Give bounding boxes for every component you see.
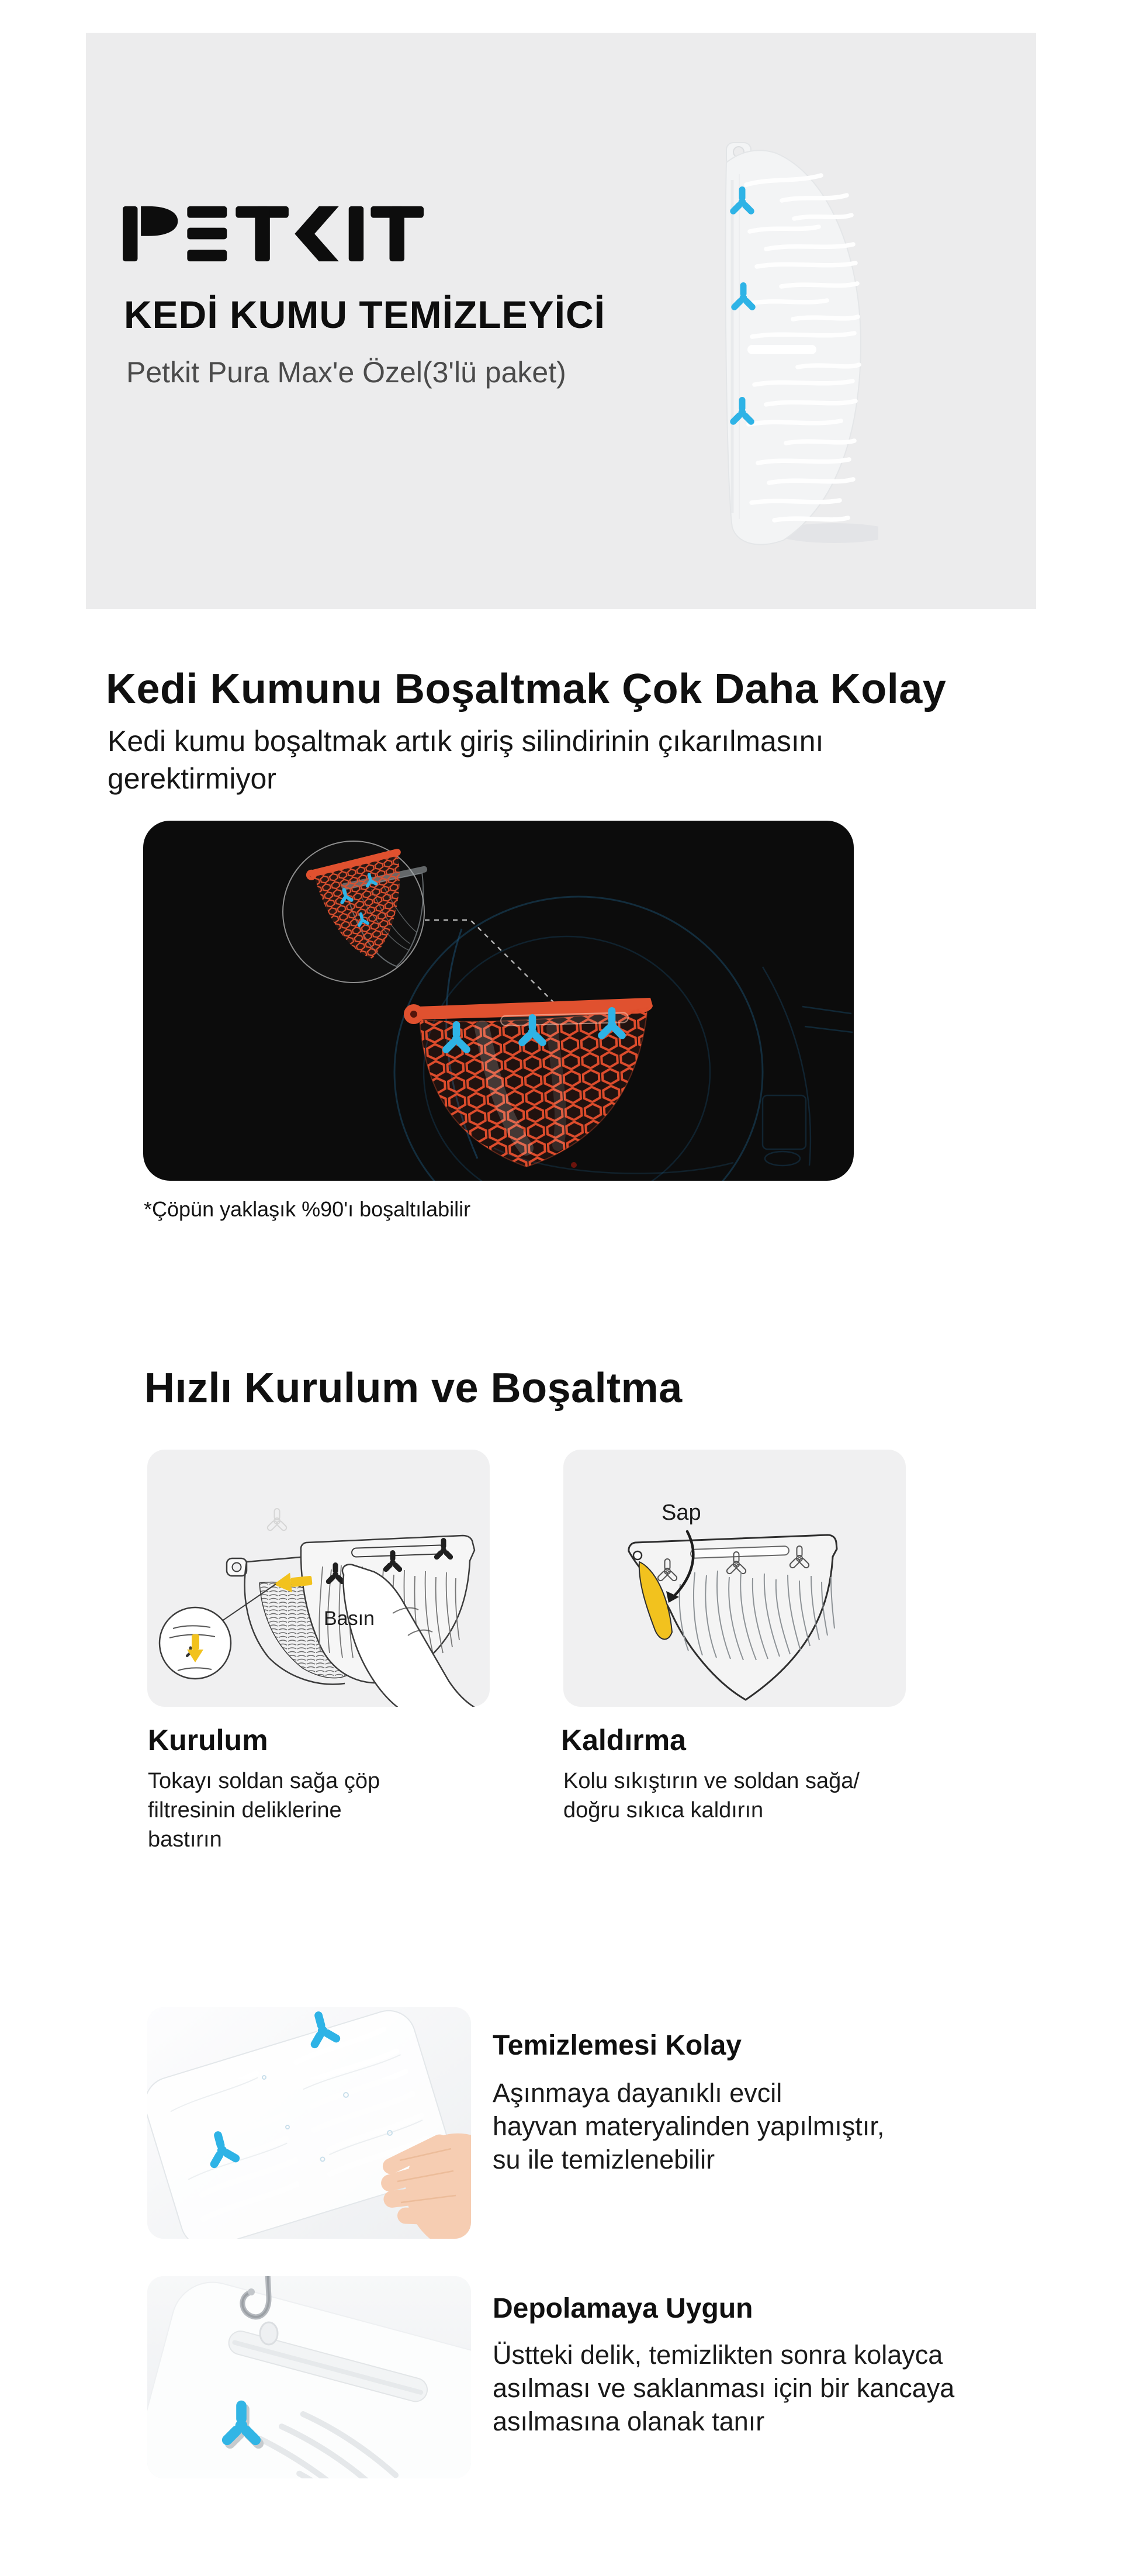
cleaning-body-line: su ile temizlenebilir [493, 2145, 715, 2174]
faint-clip-icon [266, 1509, 288, 1531]
storage-body-line: asılmasına olanak tanır [493, 2406, 765, 2436]
cleaning-heading: Temizlemesi Kolay [493, 2030, 742, 2061]
install-body-line: filtresinin deliklerine [148, 1798, 342, 1823]
magnifier-detail [160, 1607, 231, 1679]
storage-body [493, 2338, 954, 2438]
panel-caption: *Çöpün yaklaşık %90'ı boşaltılabilir [144, 1197, 471, 1221]
cleaning-body [493, 2076, 884, 2176]
storage-heading: Depolamaya Uygun [493, 2293, 753, 2324]
easy-section-title: Kedi Kumunu Boşaltmak Çok Daha Kolay [106, 666, 947, 713]
main-red-filter [404, 998, 653, 1167]
setup-card-install [147, 1450, 490, 1707]
product-title: KEDİ KUMU TEMİZLEYİCİ [124, 293, 605, 336]
product-subtitle: Petkit Pura Max'e Özel(3'lü paket) [126, 356, 566, 389]
cleaning-body-line: hayvan materyalinden yapılmıştır, [493, 2111, 885, 2141]
remove-body [563, 1766, 860, 1825]
remove-heading: Kaldırma [561, 1724, 686, 1756]
subtitle-line: Kedi kumu boşaltmak artık giriş silindirinin çıkarılmasını [108, 725, 824, 758]
setup-card-remove [563, 1450, 906, 1707]
press-label: Basın [324, 1607, 375, 1630]
storage-body-line: asılması ve saklanması için bir kancaya [493, 2373, 955, 2403]
cleaning-body-line: Aşınmaya dayanıklı evcil [493, 2078, 782, 2108]
storage-body-line: Üstteki delik, temizlikten sonra kolayca [493, 2340, 943, 2370]
storage-photo [147, 2276, 471, 2478]
product-filter-image [709, 139, 878, 548]
handle-label: Sap [662, 1500, 701, 1525]
litter-filter-panel-image [143, 821, 854, 1181]
install-body-line: Tokayı soldan sağa çöp [148, 1769, 380, 1793]
callout-dashed-line [425, 920, 566, 1015]
install-body [148, 1766, 380, 1854]
cleaning-photo [147, 2007, 471, 2239]
remove-body-line: doğru sıkıca kaldırın [563, 1798, 764, 1823]
install-body-line: bastırın [148, 1827, 222, 1852]
petkit-logo [123, 203, 424, 264]
subtitle-line: gerektirmiyor [108, 762, 276, 795]
hanger-hole [260, 2322, 278, 2345]
setup-section-title: Hızlı Kurulum ve Boşaltma [144, 1365, 683, 1412]
install-heading: Kurulum [148, 1724, 268, 1756]
easy-section-subtitle [108, 722, 823, 797]
remove-body-line: Kolu sıkıştırın ve soldan sağa/ [563, 1769, 860, 1793]
